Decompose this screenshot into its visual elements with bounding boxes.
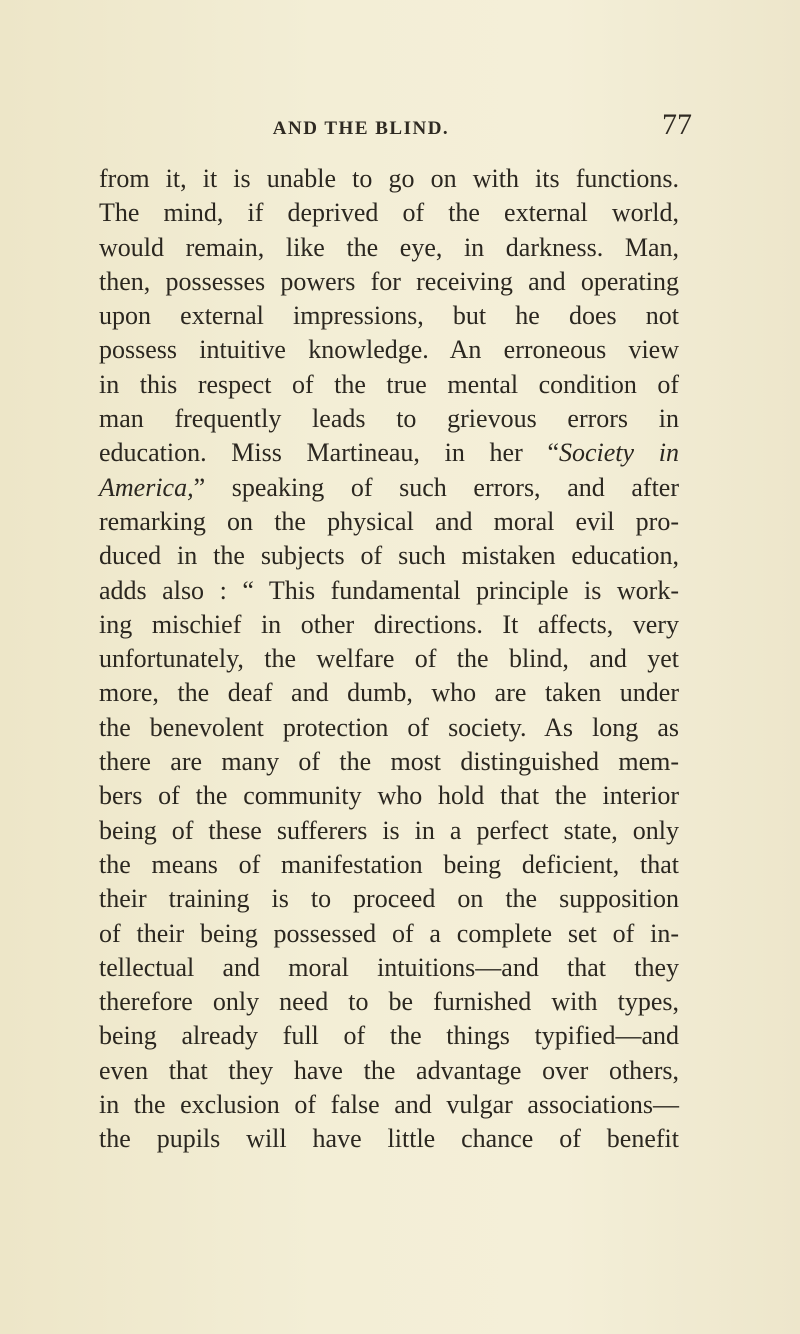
text-line: of their being possessed of a complete set of in-: [99, 918, 679, 948]
text-line: tellectual and moral intuitions—and that they: [99, 952, 679, 982]
text-line: in the exclusion of false and vulgar associations—: [99, 1090, 679, 1120]
body-text: [99, 162, 679, 1157]
book-title-italic: Society in: [559, 438, 679, 468]
page-number: 77: [662, 108, 692, 141]
text-line: bers of the community who hold that the interior: [99, 781, 679, 811]
text-line: ing mischief in other directions. It affects, very: [99, 609, 679, 639]
text-line: the benevolent protection of society. As long as: [99, 712, 679, 742]
text-line: adds also : “ This fundamental principle is work-: [99, 575, 679, 605]
text-line: upon external impressions, but he does not: [99, 301, 679, 331]
text-line: their training is to proceed on the supposition: [99, 884, 679, 914]
text-line: The mind, if deprived of the external world,: [99, 198, 679, 228]
text-line-with-title: [99, 471, 679, 505]
text-line: therefore only need to be furnished with types,: [99, 987, 679, 1017]
text-line: the means of manifestation being deficient, that: [99, 849, 679, 879]
text-line-with-title: [99, 436, 679, 470]
text-segment: education. Miss Martineau, in her “: [99, 438, 559, 468]
text-line: man frequently leads to grievous errors in: [99, 404, 679, 434]
text-line: from it, it is unable to go on with its functions.: [99, 164, 679, 193]
running-head: [0, 108, 800, 152]
text-line: there are many of the most distinguished mem-: [99, 747, 679, 777]
text-line: possess intuitive knowledge. An erroneous view: [99, 335, 679, 365]
text-line: being of these sufferers is in a perfect state, only: [99, 815, 679, 845]
text-line: unfortunately, the welfare of the blind, and yet: [99, 644, 679, 674]
text-line: the pupils will have little chance of benefit: [99, 1124, 679, 1154]
text-line: remarking on the physical and moral evil pro-: [99, 506, 679, 536]
book-title-italic: America,: [99, 472, 194, 502]
text-line: more, the deaf and dumb, who are taken under: [99, 678, 679, 708]
text-line: even that they have the advantage over others,: [99, 1055, 679, 1085]
text-line: duced in the subjects of such mistaken education,: [99, 541, 679, 571]
text-segment: ” speaking of such errors, and after: [193, 472, 679, 502]
text-line: in this respect of the true mental condition of: [99, 369, 679, 399]
text-line: being already full of the things typified—and: [99, 1021, 679, 1051]
text-line: then, possesses powers for receiving and operating: [99, 266, 679, 296]
running-title: AND THE BLIND.: [272, 118, 450, 139]
text-line: would remain, like the eye, in darkness. Man,: [99, 232, 679, 262]
